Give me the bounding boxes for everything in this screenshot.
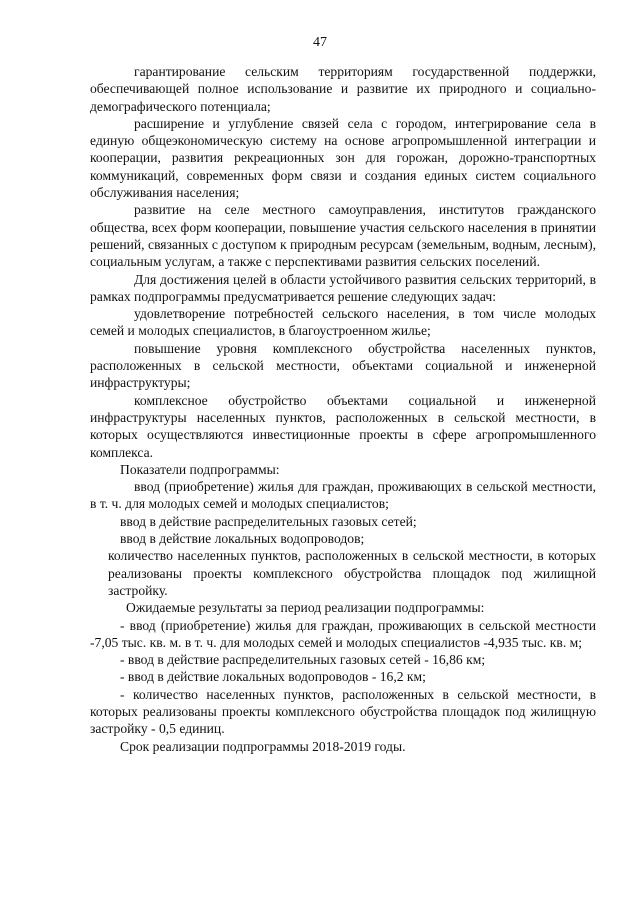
paragraph: ввод в действие локальных водопроводов; [120, 531, 365, 547]
paragraph: - ввод (приобретение) жилья для граждан, проживающих в сельской местности -7,05 тыс. кв. м. в т. ч. для молодых семей и молодых специалистов -4,935 тыс. кв. м; [90, 617, 596, 650]
paragraph: Показатели подпрограммы: [120, 461, 280, 477]
paragraph: Срок реализации подпрограммы 2018-2019 годы. [120, 738, 406, 754]
paragraph: развитие на селе местного самоуправления, институтов гражданского общества, всех форм кооперации, повышение участия сельского населения в принятии решений, связанных с доступом к природным ресурсам (земельным, водным, лесным), социальным услугам, а также с перспективами развития сельских поселений. [90, 202, 596, 270]
paragraph: удовлетворение потребностей сельского населения, в том числе молодых семей и молодых специалистов, в благоустроенном жилье; [90, 306, 596, 339]
paragraph: повышение уровня комплексного обустройства населенных пунктов, расположенных в сельской местности, объектами социальной и инженерной инфраструктуры; [90, 340, 596, 391]
paragraph: Для достижения целей в области устойчивого развития сельских территорий, в рамках подпрограммы предусматривается решение следующих задач: [90, 271, 596, 304]
page-body [90, 63, 596, 755]
paragraph: - количество населенных пунктов, расположенных в сельской местности, в которых реализованы проекты комплексного обустройства площадок под жилищную застройку - 0,5 единиц. [90, 686, 596, 737]
paragraph: - ввод в действие локальных водопроводов - 16,2 км; [120, 669, 426, 685]
paragraph: комплексное обустройство объектами социальной и инженерной инфраструктуры населенных пунктов, расположенных в сельской местности, в которых осуществляются инвестиционные проекты в сфере агропромышленного комплекса. [90, 392, 596, 460]
paragraph: - ввод в действие распределительных газовых сетей - 16,86 км; [120, 652, 486, 668]
paragraph: ввод (приобретение) жилья для граждан, проживающих в сельской местности, в т. ч. для молодых семей и молодых специалистов; [90, 479, 596, 512]
paragraph: расширение и углубление связей села с городом, интегрирование села в единую общеэкономическую систему на основе агропромышленной интеграции и кооперации, развития рекреационных зон для горожан, дорожно-транспортных коммуникаций, современных форм связи и создания единых систем социального обслуживания населения; [90, 115, 596, 201]
paragraph: гарантирование сельским территориям государственной поддержки, обеспечивающей полное использование и развитие их природного и социально-демографического потенциала; [90, 64, 596, 114]
paragraph: количество населенных пунктов, расположенных в сельской местности, в которых реализованы проекты комплексного обустройства площадок под жилищной застройку. [108, 548, 596, 598]
paragraph: ввод в действие распределительных газовых сетей; [120, 513, 417, 529]
paragraph: Ожидаемые результаты за период реализации подпрограммы: [126, 600, 485, 616]
page-number: 47 [313, 35, 327, 50]
